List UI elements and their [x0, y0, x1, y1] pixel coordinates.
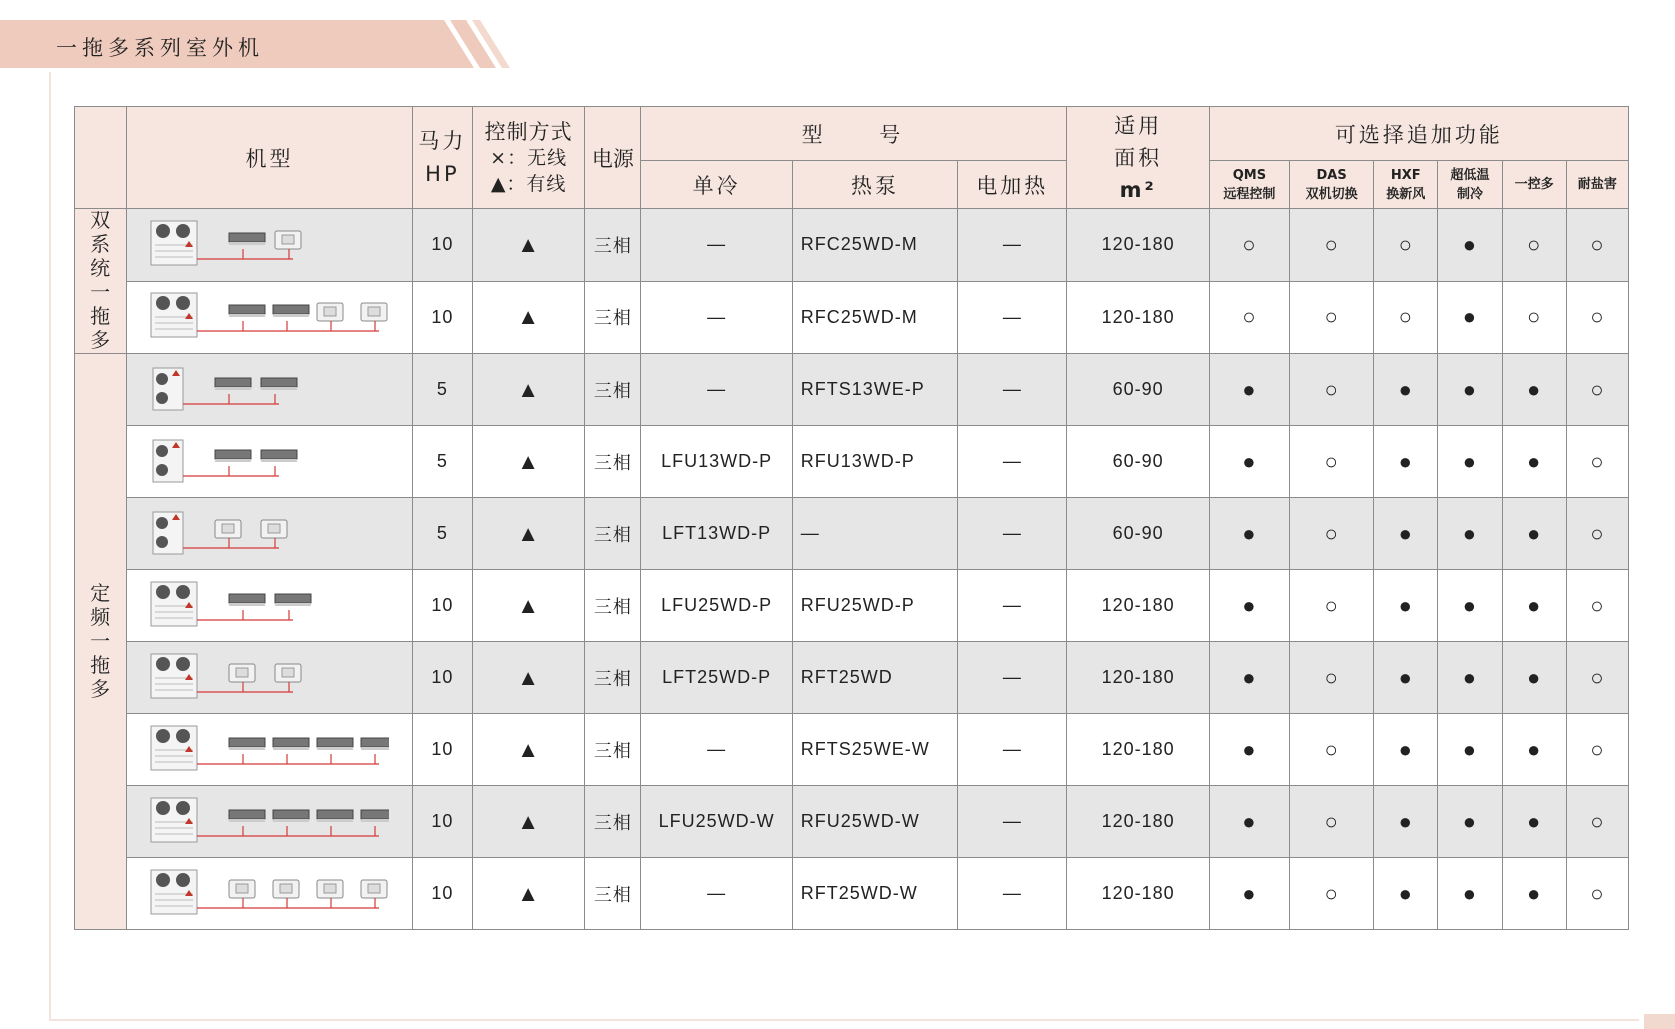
option-cell: ● [1209, 642, 1289, 714]
cassette-unit-icon [261, 520, 287, 538]
option-cell: ● [1374, 426, 1438, 498]
model-illustration-cell [127, 209, 413, 282]
option-cell: ● [1374, 858, 1438, 930]
electric-heat-cell: — [958, 354, 1067, 426]
cooling-model-cell: — [641, 209, 792, 282]
header-opt-qms [1209, 161, 1289, 209]
control-cell: ▲ [472, 209, 584, 282]
opt-sublabel: 双机切换 [1305, 186, 1358, 202]
opt-label: 耐盐害 [1577, 177, 1617, 192]
outdoor-unit-icon [151, 654, 197, 698]
outdoor-unit-icon [153, 512, 183, 554]
hp-cell: 10 [412, 209, 472, 282]
cooling-model-cell: — [641, 354, 792, 426]
heatpump-model-cell: RFU25WD-P [792, 570, 957, 642]
option-cell: ○ [1290, 209, 1374, 282]
outdoor-unit-icon [151, 293, 197, 337]
model-illustration-cell [127, 858, 413, 930]
electric-heat-cell: — [958, 714, 1067, 786]
option-cell: ○ [1290, 714, 1374, 786]
cassette-unit-icon [275, 664, 301, 682]
header-opt-low-temp [1438, 161, 1502, 209]
option-cell: ○ [1290, 786, 1374, 858]
cassette-unit-icon [317, 880, 343, 898]
page-frame-left [49, 72, 51, 1020]
option-cell: ● [1209, 714, 1289, 786]
duct-unit-icon [361, 810, 389, 822]
option-cell: ● [1438, 354, 1502, 426]
header-control [472, 107, 584, 209]
table-row [75, 642, 1629, 714]
duct-unit-icon [273, 810, 309, 822]
electric-heat-cell: — [958, 570, 1067, 642]
cassette-unit-icon [215, 520, 241, 538]
option-cell: ● [1438, 570, 1502, 642]
header-control-line2: ×：无线 [490, 146, 568, 169]
option-cell: ○ [1566, 570, 1628, 642]
control-cell: ▲ [472, 426, 584, 498]
system-illustration [149, 434, 389, 490]
control-cell: ▲ [472, 281, 584, 354]
table-row [75, 786, 1629, 858]
cassette-unit-icon [273, 880, 299, 898]
option-cell: ● [1209, 498, 1289, 570]
model-illustration-cell [127, 570, 413, 642]
option-cell: ○ [1290, 354, 1374, 426]
table-row [75, 354, 1629, 426]
option-cell: ● [1502, 714, 1566, 786]
option-cell: ○ [1209, 209, 1289, 282]
duct-unit-icon [317, 738, 353, 750]
cooling-model-cell: — [641, 858, 792, 930]
area-cell: 60-90 [1067, 426, 1209, 498]
header-power: 电源 [585, 107, 641, 209]
hp-cell: 5 [412, 354, 472, 426]
option-cell: ○ [1290, 426, 1374, 498]
option-cell: ● [1502, 354, 1566, 426]
option-cell: ● [1374, 570, 1438, 642]
power-cell: 三相 [585, 786, 641, 858]
option-cell: ○ [1209, 281, 1289, 354]
opt-sublabel: 换新风 [1386, 186, 1426, 202]
header-opt-multi-control [1502, 161, 1566, 209]
option-cell: ● [1209, 570, 1289, 642]
control-cell: ▲ [472, 714, 584, 786]
option-cell: ● [1374, 354, 1438, 426]
title-banner [0, 20, 520, 70]
option-cell: ○ [1374, 209, 1438, 282]
table-row [75, 426, 1629, 498]
area-cell: 120-180 [1067, 714, 1209, 786]
electric-heat-cell: — [958, 786, 1067, 858]
control-cell: ▲ [472, 498, 584, 570]
cooling-model-cell: LFT13WD-P [641, 498, 792, 570]
header-hp [412, 107, 472, 209]
opt-label: HXF [1390, 167, 1421, 183]
option-cell: ● [1502, 570, 1566, 642]
duct-unit-icon [273, 305, 309, 317]
option-cell: ○ [1566, 858, 1628, 930]
power-cell: 三相 [585, 498, 641, 570]
hp-cell: 5 [412, 498, 472, 570]
hp-cell: 10 [412, 642, 472, 714]
option-cell: ● [1374, 642, 1438, 714]
area-cell: 120-180 [1067, 642, 1209, 714]
option-cell: ○ [1290, 858, 1374, 930]
outdoor-unit-icon [151, 221, 197, 265]
table-row [75, 281, 1629, 354]
control-cell: ▲ [472, 642, 584, 714]
header-opt-hxf [1374, 161, 1438, 209]
duct-unit-icon [215, 450, 251, 462]
model-illustration-cell [127, 786, 413, 858]
option-cell: ● [1502, 858, 1566, 930]
opt-sublabel: 远程控制 [1223, 186, 1276, 202]
header-area [1067, 107, 1209, 209]
option-cell: ● [1438, 209, 1502, 282]
header-model-no: 型 号 [641, 107, 1067, 161]
system-illustration [149, 794, 389, 850]
option-cell: ○ [1566, 786, 1628, 858]
duct-unit-icon [361, 738, 389, 750]
spec-table [74, 106, 1629, 930]
cassette-unit-icon [229, 880, 255, 898]
cooling-model-cell: LFU13WD-P [641, 426, 792, 498]
cooling-model-cell: LFU25WD-W [641, 786, 792, 858]
power-cell: 三相 [585, 426, 641, 498]
table-row [75, 570, 1629, 642]
option-cell: ● [1438, 426, 1502, 498]
power-cell: 三相 [585, 858, 641, 930]
area-cell: 60-90 [1067, 498, 1209, 570]
outdoor-unit-icon [151, 798, 197, 842]
header-hp-line1: 马力 [418, 128, 467, 153]
header-heat-pump: 热泵 [792, 161, 957, 209]
option-cell: ● [1438, 281, 1502, 354]
header-area-line1: 适用 [1114, 113, 1163, 138]
cassette-unit-icon [275, 231, 301, 249]
electric-heat-cell: — [958, 498, 1067, 570]
page-title: 一拖多系列室外机 [56, 36, 264, 60]
area-cell: 120-180 [1067, 209, 1209, 282]
system-illustration [149, 866, 389, 922]
cassette-unit-icon [317, 303, 343, 321]
outdoor-unit-icon [153, 440, 183, 482]
header-opt-das [1290, 161, 1374, 209]
option-cell: ● [1374, 714, 1438, 786]
option-cell: ○ [1290, 498, 1374, 570]
option-cell: ● [1502, 642, 1566, 714]
option-cell: ● [1438, 498, 1502, 570]
option-cell: ● [1438, 642, 1502, 714]
cooling-model-cell: LFT25WD-P [641, 642, 792, 714]
outdoor-unit-icon [151, 726, 197, 770]
power-cell: 三相 [585, 570, 641, 642]
model-illustration-cell [127, 426, 413, 498]
hp-cell: 10 [412, 714, 472, 786]
page-frame-bottom [49, 1019, 1639, 1021]
heatpump-model-cell: RFT25WD-W [792, 858, 957, 930]
heatpump-model-cell: — [792, 498, 957, 570]
table-row [75, 858, 1629, 930]
power-cell: 三相 [585, 354, 641, 426]
header-options: 可选择追加功能 [1209, 107, 1628, 161]
outdoor-unit-icon [153, 368, 183, 410]
model-illustration-cell [127, 354, 413, 426]
duct-unit-icon [229, 233, 265, 245]
power-cell: 三相 [585, 642, 641, 714]
header-group-col [75, 107, 127, 209]
option-cell: ○ [1566, 714, 1628, 786]
opt-label: 超低温 [1450, 167, 1490, 183]
area-cell: 120-180 [1067, 858, 1209, 930]
option-cell: ○ [1502, 209, 1566, 282]
header-hp-line2: HP [425, 161, 460, 186]
option-cell: ○ [1374, 281, 1438, 354]
group-label-dual [75, 209, 127, 354]
area-cell: 60-90 [1067, 354, 1209, 426]
heatpump-model-cell: RFTS25WE-W [792, 714, 957, 786]
system-illustration [149, 506, 389, 562]
system-illustration [149, 289, 389, 345]
control-cell: ▲ [472, 570, 584, 642]
option-cell: ● [1502, 498, 1566, 570]
duct-unit-icon [273, 738, 309, 750]
electric-heat-cell: — [958, 426, 1067, 498]
header-opt-salt [1566, 161, 1628, 209]
opt-label: QMS [1232, 167, 1267, 183]
option-cell: ● [1438, 786, 1502, 858]
header-area-line2: 面积 [1114, 145, 1163, 170]
control-cell: ▲ [472, 786, 584, 858]
option-cell: ● [1502, 426, 1566, 498]
cooling-model-cell: LFU25WD-P [641, 570, 792, 642]
hp-cell: 10 [412, 570, 472, 642]
outdoor-unit-icon [151, 582, 197, 626]
system-illustration [149, 650, 389, 706]
duct-unit-icon [229, 594, 265, 606]
option-cell: ● [1502, 786, 1566, 858]
option-cell: ○ [1290, 570, 1374, 642]
heatpump-model-cell: RFC25WD-M [792, 281, 957, 354]
area-cell: 120-180 [1067, 281, 1209, 354]
option-cell: ● [1374, 498, 1438, 570]
system-illustration [149, 722, 389, 778]
option-cell: ○ [1566, 642, 1628, 714]
duct-unit-icon [275, 594, 311, 606]
model-illustration-cell [127, 281, 413, 354]
power-cell: 三相 [585, 209, 641, 282]
option-cell: ○ [1566, 281, 1628, 354]
duct-unit-icon [229, 305, 265, 317]
header-area-line3: m² [1119, 177, 1157, 202]
hp-cell: 10 [412, 281, 472, 354]
model-illustration-cell [127, 714, 413, 786]
option-cell: ● [1438, 714, 1502, 786]
cooling-model-cell: — [641, 281, 792, 354]
option-cell: ● [1438, 858, 1502, 930]
opt-label: 一控多 [1514, 177, 1554, 192]
area-cell: 120-180 [1067, 786, 1209, 858]
header-control-line3: ▲：有线 [490, 172, 567, 195]
option-cell: ○ [1290, 281, 1374, 354]
hp-cell: 10 [412, 858, 472, 930]
power-cell: 三相 [585, 281, 641, 354]
power-cell: 三相 [585, 714, 641, 786]
option-cell: ○ [1290, 642, 1374, 714]
header-model-illustration: 机型 [127, 107, 413, 209]
area-cell: 120-180 [1067, 570, 1209, 642]
hp-cell: 5 [412, 426, 472, 498]
option-cell: ○ [1566, 426, 1628, 498]
system-illustration [149, 578, 389, 634]
option-cell: ● [1209, 858, 1289, 930]
heatpump-model-cell: RFTS13WE-P [792, 354, 957, 426]
header-electric-heat: 电加热 [958, 161, 1067, 209]
electric-heat-cell: — [958, 209, 1067, 282]
duct-unit-icon [215, 378, 251, 390]
option-cell: ● [1209, 426, 1289, 498]
group-label-fixed-freq [75, 354, 127, 930]
duct-unit-icon [317, 810, 353, 822]
electric-heat-cell: — [958, 642, 1067, 714]
cooling-model-cell: — [641, 714, 792, 786]
heatpump-model-cell: RFU25WD-W [792, 786, 957, 858]
outdoor-unit-icon [151, 870, 197, 914]
duct-unit-icon [229, 810, 265, 822]
option-cell: ● [1209, 354, 1289, 426]
option-cell: ● [1374, 786, 1438, 858]
group-text: 双系统一拖多 [90, 210, 112, 352]
heatpump-model-cell: RFT25WD [792, 642, 957, 714]
header-cooling-only: 单冷 [641, 161, 792, 209]
electric-heat-cell: — [958, 858, 1067, 930]
option-cell: ○ [1566, 354, 1628, 426]
group-text: 定频一拖多 [90, 582, 112, 701]
heatpump-model-cell: RFC25WD-M [792, 209, 957, 282]
option-cell: ○ [1502, 281, 1566, 354]
model-illustration-cell [127, 498, 413, 570]
option-cell: ● [1209, 786, 1289, 858]
heatpump-model-cell: RFU13WD-P [792, 426, 957, 498]
duct-unit-icon [261, 450, 297, 462]
duct-unit-icon [229, 738, 265, 750]
page-corner-mark [1644, 1014, 1675, 1029]
system-illustration [149, 217, 389, 273]
hp-cell: 10 [412, 786, 472, 858]
system-illustration [149, 362, 389, 418]
control-cell: ▲ [472, 354, 584, 426]
cassette-unit-icon [361, 303, 387, 321]
control-cell: ▲ [472, 858, 584, 930]
cassette-unit-icon [229, 664, 255, 682]
option-cell: ○ [1566, 209, 1628, 282]
header-control-line1: 控制方式 [484, 119, 573, 144]
model-illustration-cell [127, 642, 413, 714]
table-row [75, 498, 1629, 570]
opt-sublabel: 制冷 [1456, 186, 1483, 202]
duct-unit-icon [261, 378, 297, 390]
opt-label: DAS [1316, 167, 1347, 183]
table-row [75, 209, 1629, 282]
option-cell: ○ [1566, 498, 1628, 570]
cassette-unit-icon [361, 880, 387, 898]
table-row [75, 714, 1629, 786]
electric-heat-cell: — [958, 281, 1067, 354]
